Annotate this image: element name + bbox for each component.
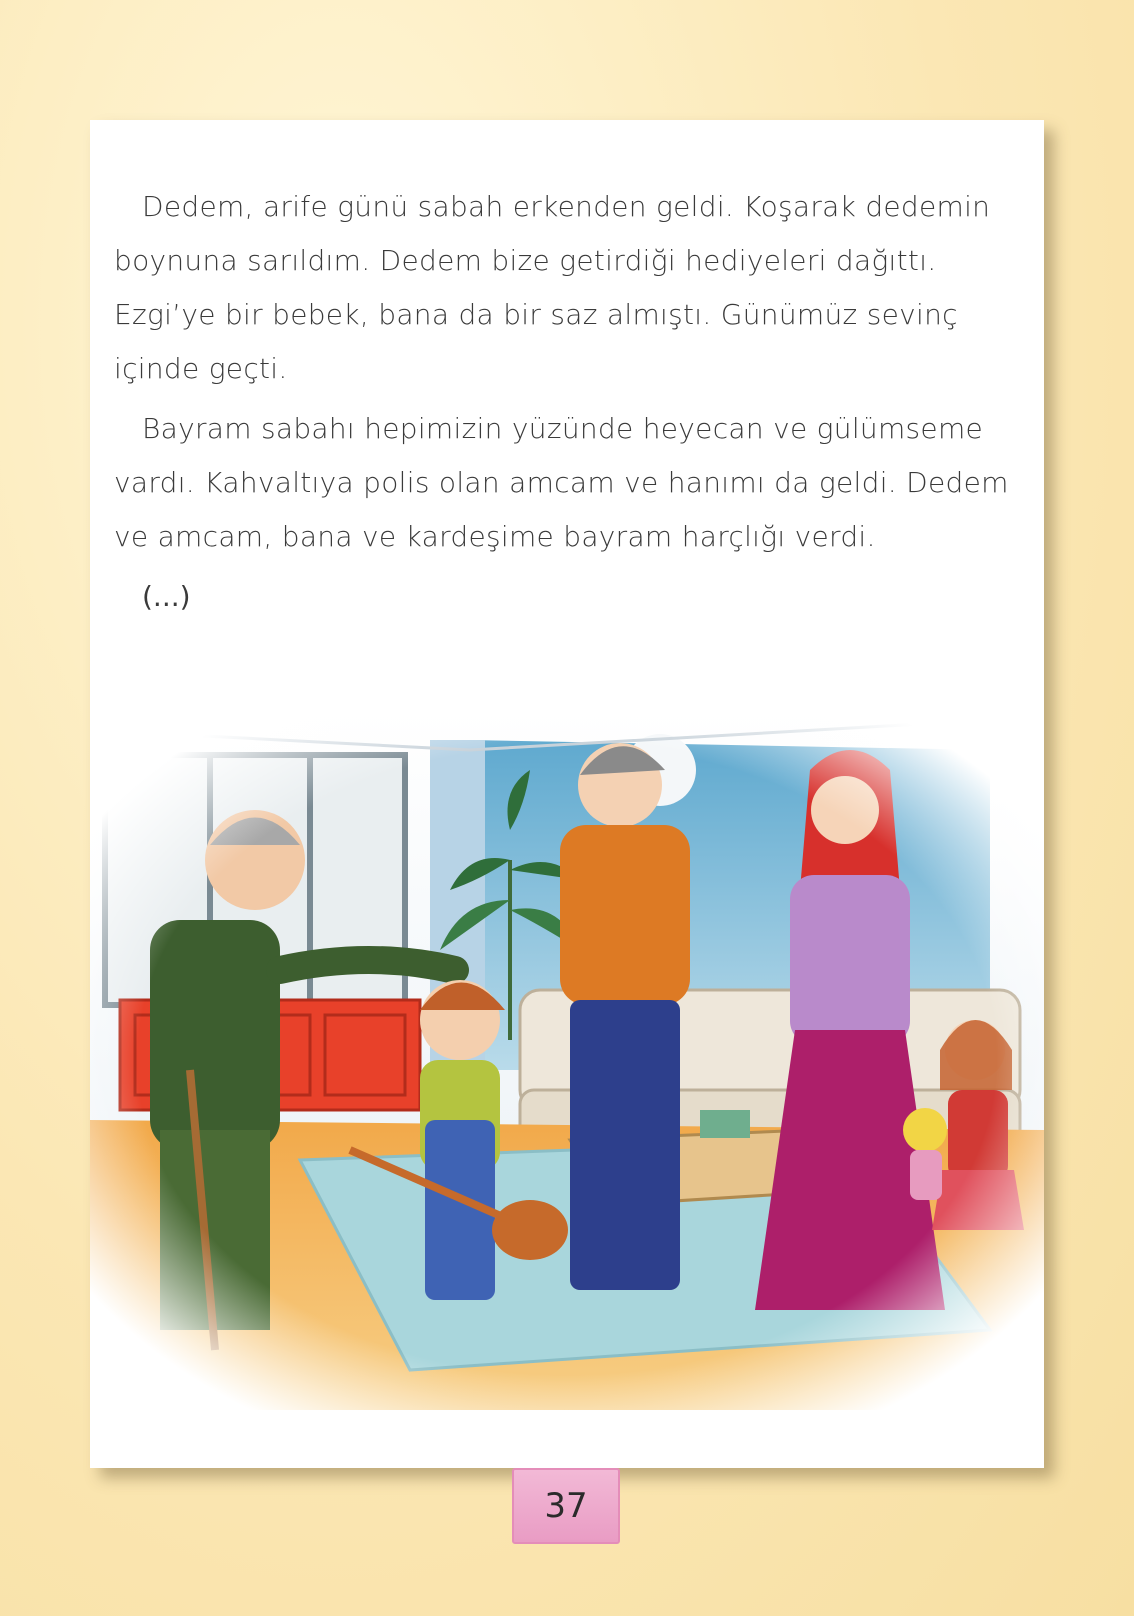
- page-number: 37: [544, 1486, 588, 1526]
- story-text: [114, 180, 1014, 624]
- family-illustration: [90, 710, 1044, 1410]
- paragraph-2-line-2: vardı. Kahvaltıya polis olan amcam ve hanımı da geldi. Dedem: [114, 466, 1009, 499]
- paragraph-1: [114, 180, 1014, 396]
- ellipsis: (...): [142, 580, 191, 613]
- paragraph-1-line-4: içinde geçti.: [114, 352, 288, 385]
- paragraph-1-line-3: Ezgi’ye bir bebek, bana da bir saz almıştı. Günümüz sevinç: [114, 298, 958, 331]
- paragraph-2: [114, 402, 1014, 564]
- paragraph-2-line-1: Bayram sabahı hepimizin yüzünde heyecan ve gülümseme: [142, 412, 984, 445]
- page-number-tab: [512, 1468, 620, 1544]
- paragraph-1-line-1: Dedem, arife günü sabah erkenden geldi. Koşarak dedemin: [142, 190, 991, 223]
- paragraph-1-line-2: boynuna sarıldım. Dedem bize getirdiği hediyeleri dağıttı.: [114, 244, 937, 277]
- page-card: [90, 120, 1044, 1468]
- paragraph-2-line-3: ve amcam, bana ve kardeşime bayram harçlığı verdi.: [114, 520, 876, 553]
